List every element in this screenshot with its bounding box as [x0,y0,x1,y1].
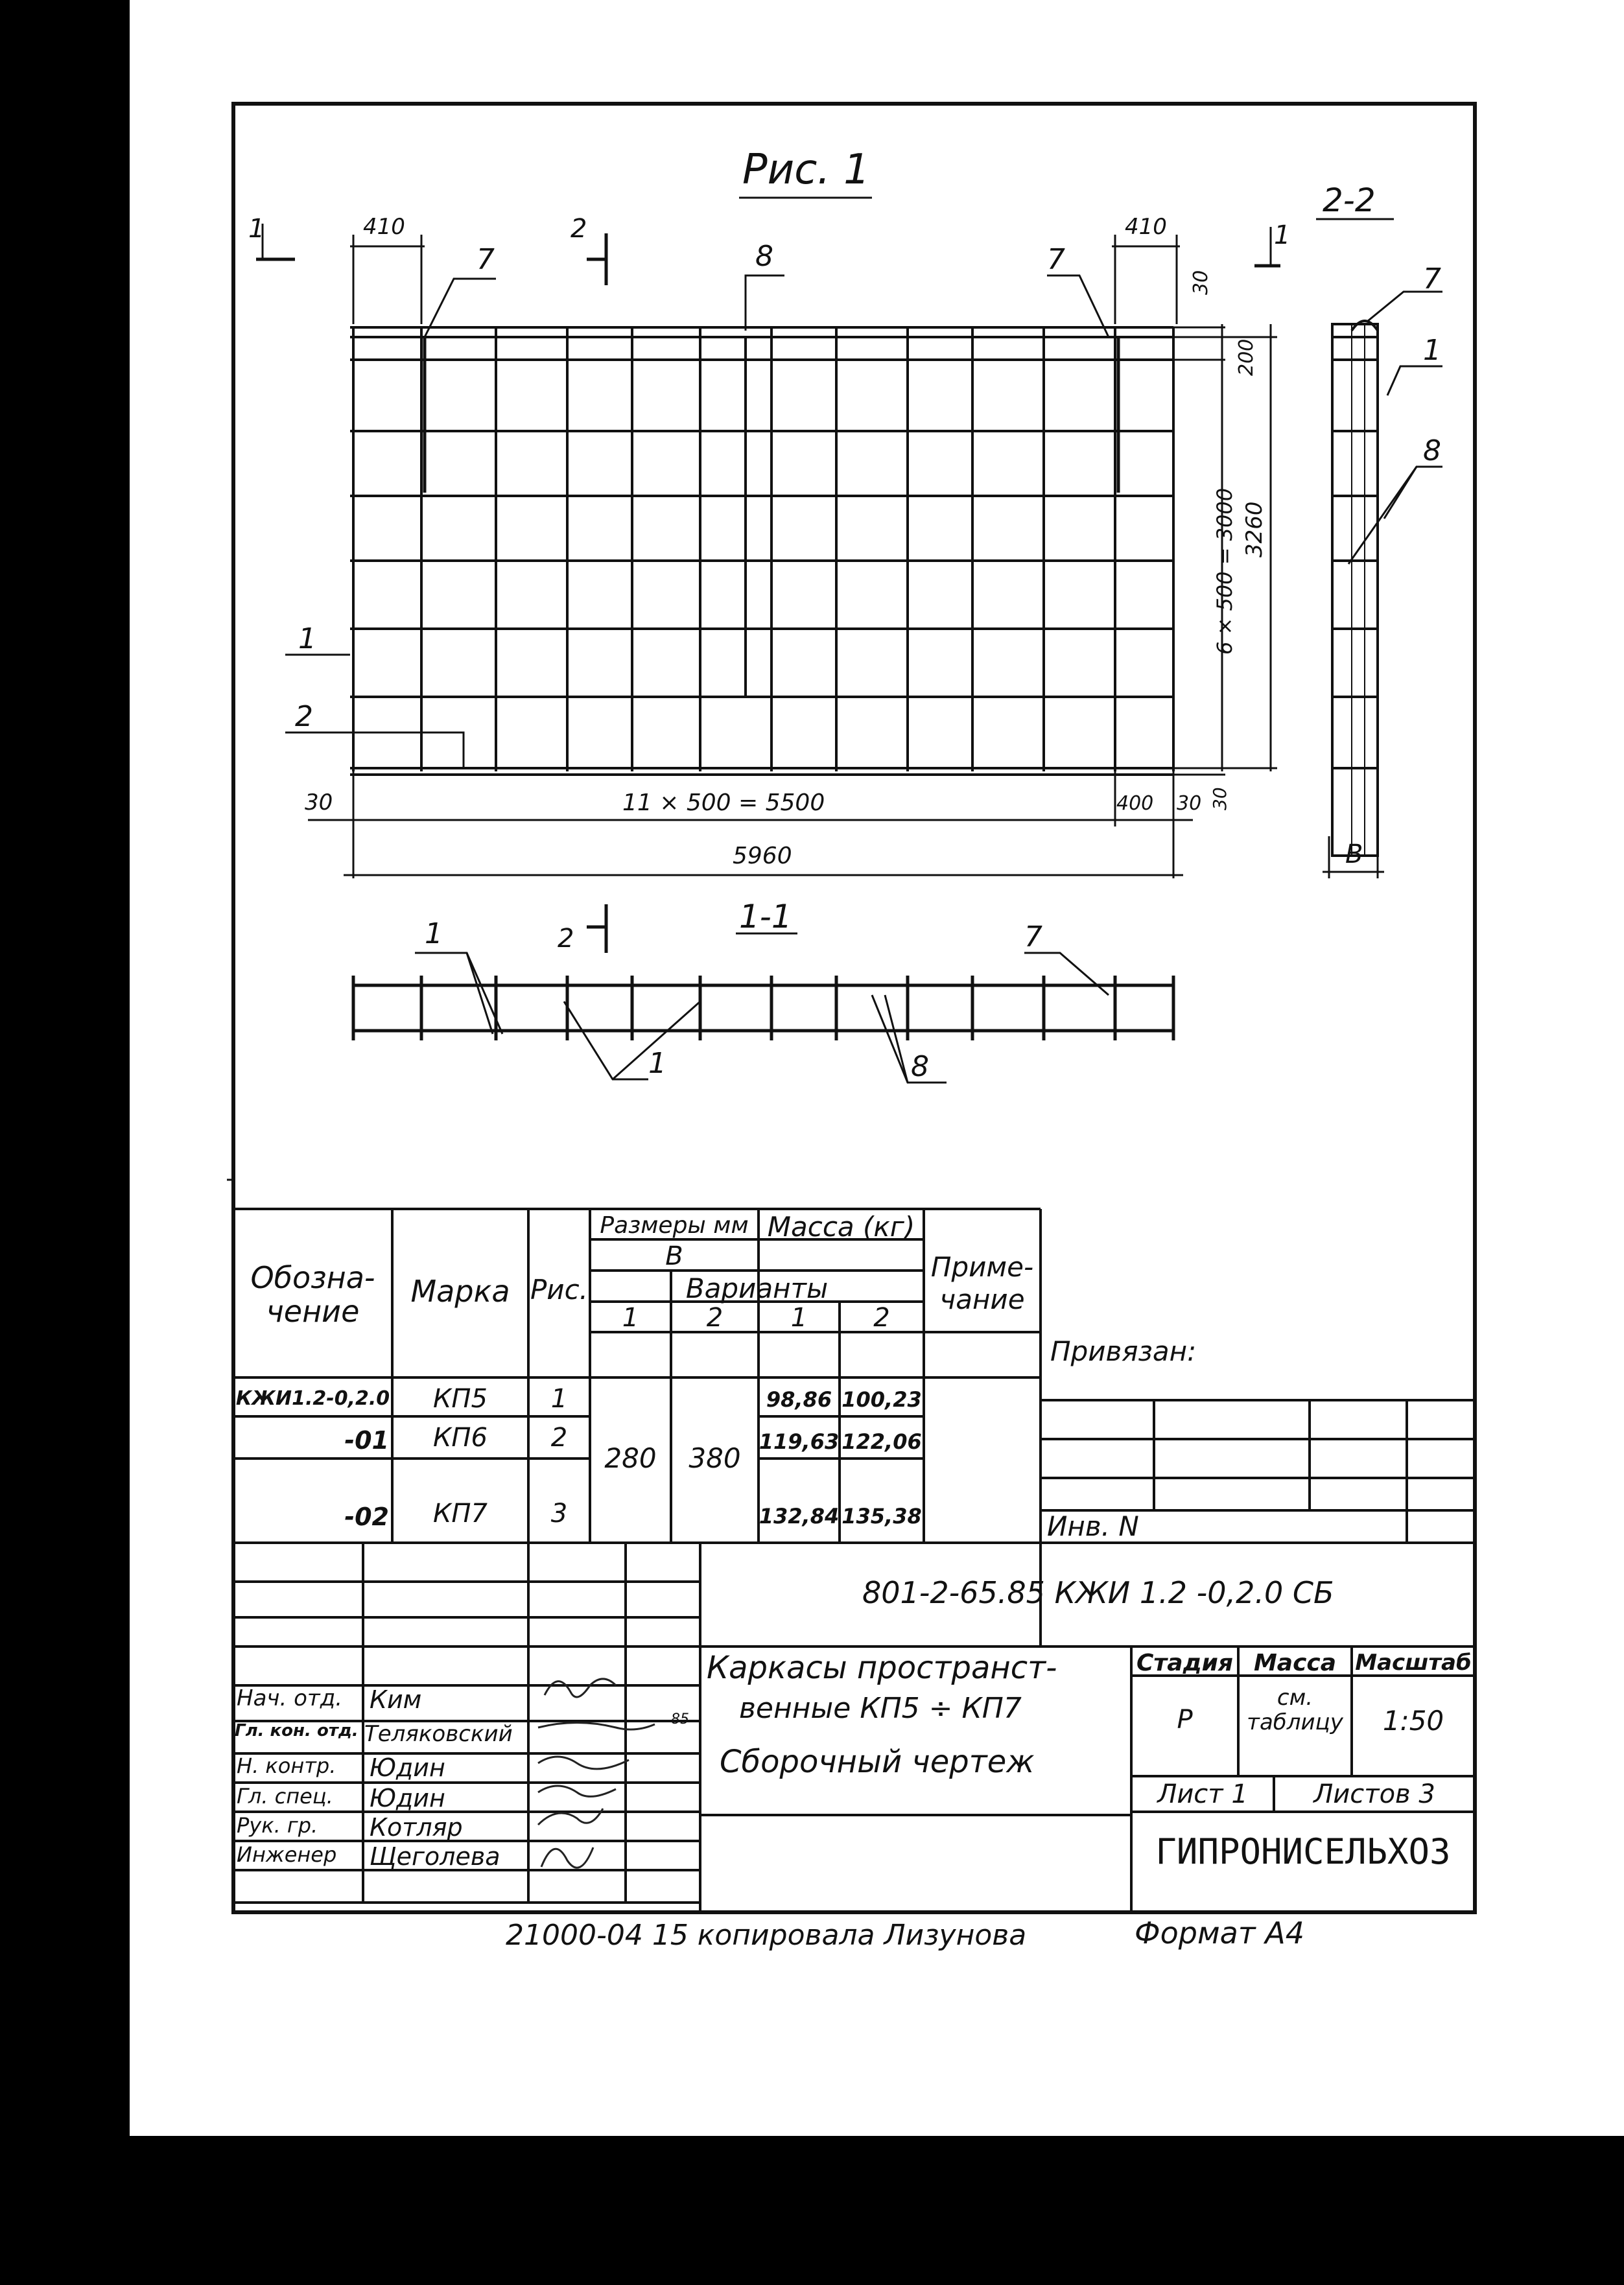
sheet-frame [233,104,1475,1912]
callout-7-right: 7 [1047,243,1065,276]
mass-value: см. таблицу [1247,1685,1343,1735]
row3-m2: 135,38 [841,1504,922,1529]
sheet-number: Лист 1 [1157,1779,1248,1809]
signatures [538,1679,655,1868]
row2-mark: КП6 [433,1423,488,1453]
header-v1: 1 [622,1303,639,1333]
dim-200: 200 [1235,338,1258,376]
title-line-1: Каркасы пространст- [707,1650,1057,1686]
row3-designation: -02 [344,1503,389,1531]
header-b: В [665,1241,683,1271]
dim-3260: 3260 [1242,501,1267,557]
staff-name-6: Щеголева [370,1842,500,1871]
callout-8-top: 8 [755,240,773,273]
row1-designation: КЖИ1.2-0,2.0 [235,1387,390,1410]
section-1-1-title: 1-1 [739,898,792,935]
stage-header: Стадия [1136,1650,1233,1676]
organization: ГИПРОНИСЕЛЬХОЗ [1155,1831,1451,1872]
row1-m2: 100,23 [841,1387,922,1412]
staff-role-2: Гл. кон. отд. [235,1721,359,1740]
callout-section-2-mid: 2 [558,924,574,954]
callout-7-side: 7 [1423,263,1441,296]
dim-width-b: В [1345,839,1363,869]
header-mark: Марка [410,1274,510,1309]
row1-mark: КП5 [433,1384,488,1414]
row2-m2: 122,06 [841,1429,922,1454]
signature-date: 85 [671,1711,689,1728]
dim-b-variant2: 380 [688,1442,741,1474]
title-line-3: Сборочный чертеж [720,1744,1035,1780]
mass-header: Масса [1253,1650,1337,1676]
header-note: Приме-чание [930,1251,1034,1315]
section-2-2-title: 2-2 [1323,182,1376,219]
header-v2b: 2 [873,1303,890,1333]
header-designation: Обозна-чение [250,1260,375,1329]
plan-1-1 [353,985,1173,1031]
callout-2-left: 2 [295,700,313,733]
header-mass: Масса (кг) [767,1211,915,1243]
staff-role-6: Инженер [237,1842,337,1867]
scale-value: 1:50 [1382,1705,1444,1737]
callout-8-plan: 8 [911,1050,929,1083]
staff-name-4: Юдин [370,1784,445,1812]
attached-label: Привязан: [1050,1335,1197,1367]
row3-mark: КП7 [433,1499,488,1529]
row1-fig: 1 [550,1384,568,1414]
dim-left-410: 410 [363,214,405,240]
copy-note: 21000-04 15 копировала Лизунова [506,1919,1027,1952]
dim-b-variant1: 280 [604,1442,657,1474]
dim-400: 400 [1116,792,1154,815]
callout-1-side: 1 [1423,334,1441,367]
dim-right-410: 410 [1125,214,1167,240]
side-view-2-2 [1332,321,1378,856]
staff-role-4: Гл. спец. [237,1784,333,1809]
format-label: Формат А4 [1135,1916,1304,1951]
title-line-2: венные КП5 ÷ КП7 [739,1692,1022,1725]
staff-name-5: Котляр [370,1813,463,1842]
figure-title: Рис. 1 [742,146,870,194]
header-variants: Варианты [685,1272,829,1304]
header-fig: Рис. [530,1274,589,1306]
callout-8-side: 8 [1423,434,1441,467]
row1-m1: 98,86 [766,1387,832,1412]
staff-role-1: Нач. отд. [237,1685,343,1711]
callout-7-plan: 7 [1024,920,1042,954]
row2-fig: 2 [550,1423,568,1453]
staff-role-5: Рук. гр. [237,1813,318,1838]
row2-designation: -01 [344,1426,389,1455]
sheets-total: Листов 3 [1313,1779,1435,1809]
callout-section-1-left: 1 [248,214,265,244]
row2-m1: 119,63 [759,1429,840,1454]
row3-fig: 3 [550,1499,568,1529]
row3-m1: 132,84 [759,1504,840,1529]
dim-5960: 5960 [733,843,792,869]
header-v2: 2 [706,1303,724,1333]
dim-bottom-30: 30 [1209,787,1230,810]
side-rungs [1332,337,1378,768]
dim-left-30: 30 [305,790,333,815]
callout-section-1-right: 1 [1274,220,1291,250]
callout-1-left: 1 [298,622,316,655]
header-v1b: 1 [790,1303,808,1333]
callout-1-plan-top: 1 [425,917,443,950]
staff-name-3: Юдин [370,1753,445,1782]
dim-right-30: 30 [1177,792,1202,815]
stage-value: Р [1177,1705,1193,1735]
callout-section-2-top: 2 [571,214,587,244]
callout-1-plan-bottom: 1 [648,1047,666,1080]
staff-role-3: Н. контр. [237,1753,336,1778]
scale-header: Масштаб [1355,1650,1472,1676]
inventory-label: Инв. N [1047,1510,1139,1542]
dim-11x500: 11 × 500 = 5500 [622,790,825,816]
mesh-elevation [350,327,1173,775]
callout-7-left: 7 [477,243,495,276]
header-dims: Размеры мм [600,1212,749,1239]
dim-6x500: 6 × 500 = 3000 [1212,487,1237,655]
dim-top-30: 30 [1190,270,1212,295]
staff-name-1: Ким [370,1685,422,1714]
staff-name-2: Теляковский [364,1721,513,1747]
document-code: 801-2-65.85 КЖИ 1.2 -0,2.0 СБ [862,1575,1334,1610]
